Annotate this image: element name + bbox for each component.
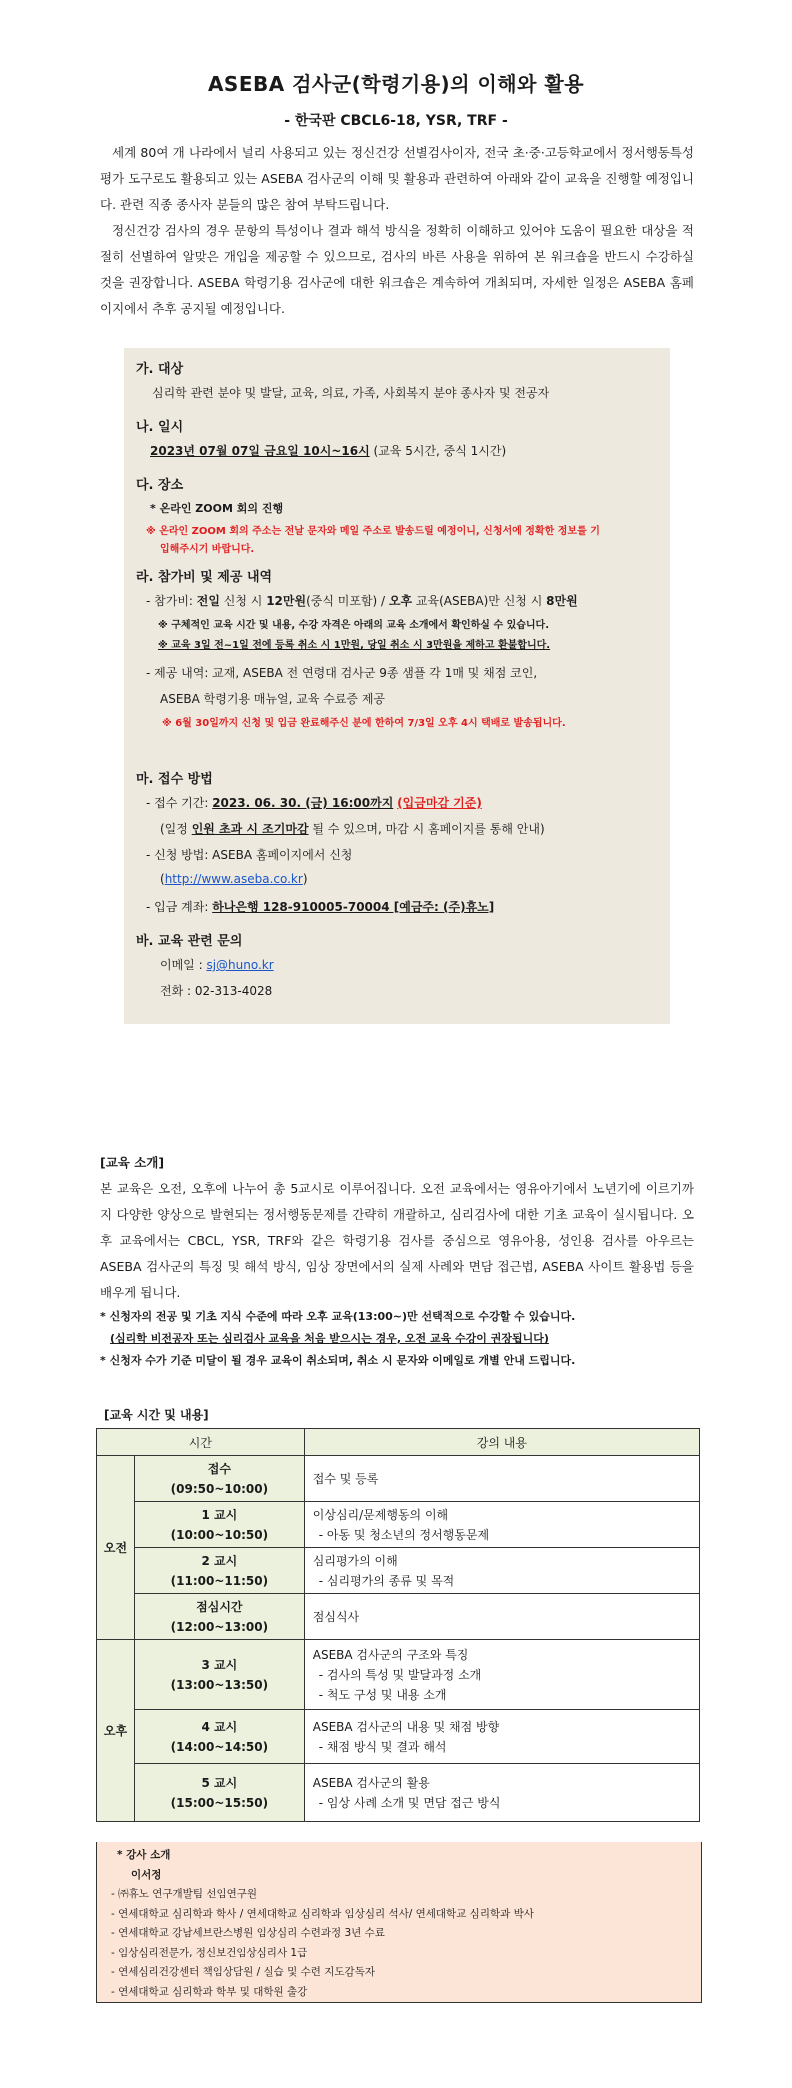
lecturer-heading: * 강사 소개 xyxy=(117,1849,171,1861)
session-cell xyxy=(134,1502,304,1548)
email-line xyxy=(160,956,274,973)
content-title: 이상심리/문제행동의 이해 xyxy=(312,1507,449,1522)
header-content: 강의 내용 xyxy=(304,1429,699,1456)
lecturer-item: - 임상심리전문가, 정신보건임상심리사 1급 xyxy=(111,1946,308,1959)
content-cell xyxy=(304,1640,699,1710)
early-close-line xyxy=(160,820,545,837)
provision-line-1: - 제공 내역: 교재, ASEBA 전 연령대 검사군 9종 샘플 각 1매 및 채점 코인, xyxy=(146,666,538,680)
lecturer-item: - 연세대학교 심리학과 학부 및 대학원 출강 xyxy=(111,1985,308,1998)
afternoon-label: 오후 xyxy=(97,1640,135,1822)
provision-line-2: ASEBA 학령기용 매뉴얼, 교육 수료증 제공 xyxy=(160,692,386,706)
account-line xyxy=(146,898,494,915)
aseba-homepage-link[interactable]: http://www.aseba.co.kr xyxy=(164,872,303,886)
session-time: (09:50~10:00) xyxy=(170,1481,269,1496)
session-cell xyxy=(134,1764,304,1822)
account-value: 하나은행 128-910005-70004 [예금주: (주)휴노] xyxy=(212,900,495,914)
fee-full-day: 전일 xyxy=(196,594,220,608)
table-row xyxy=(97,1594,700,1640)
session-cell xyxy=(134,1456,304,1502)
education-notes xyxy=(100,1306,720,1372)
target-heading: 가. 대상 xyxy=(136,362,184,377)
table-row xyxy=(97,1548,700,1594)
period-value: 2023. 06. 30. (금) 16:00까지 xyxy=(212,796,394,810)
url-line: (http://www.aseba.co.kr) xyxy=(160,872,308,886)
session-name: 1 교시 xyxy=(201,1507,238,1522)
note-2: (심리학 비전공자 또는 심리검사 교육을 처음 받으시는 경우, 오전 교육 수강이 권장됩니다) xyxy=(110,1332,549,1345)
session-name: 5 교시 xyxy=(201,1775,238,1790)
content-cell xyxy=(304,1456,699,1502)
fee-text-6: 교육(ASEBA)만 신청 시 xyxy=(412,594,547,608)
fee-text-2: 신청 시 xyxy=(219,594,267,608)
period-deadline-note: (입금마감 기준) xyxy=(397,796,482,810)
session-time: (12:00~13:00) xyxy=(170,1619,269,1634)
early-close-text-1: (일정 xyxy=(160,822,192,836)
early-close-text-3: 될 수 있으며, 마감 시 홈페이지를 통해 안내) xyxy=(308,822,545,836)
content-cell xyxy=(304,1548,699,1594)
table-row xyxy=(97,1710,700,1764)
date-line xyxy=(150,442,506,459)
fee-afternoon: 오후 xyxy=(388,594,413,608)
session-time: (10:00~10:50) xyxy=(170,1527,269,1542)
page-title: ASEBA 검사군(학령기용)의 이해와 활용 xyxy=(207,72,585,96)
inquiry-heading: 바. 교육 관련 문의 xyxy=(136,934,243,949)
session-name: 4 교시 xyxy=(201,1719,238,1734)
content-detail: - 척도 구성 및 내용 소개 xyxy=(318,1687,447,1702)
email-label: 이메일 : xyxy=(160,958,207,972)
content-cell xyxy=(304,1764,699,1822)
intro-text xyxy=(100,140,694,322)
lecturer-item: - ㈜휴노 연구개발팀 선임연구원 xyxy=(111,1888,258,1900)
session-cell xyxy=(134,1710,304,1764)
table-row xyxy=(97,1764,700,1822)
intro-paragraph-1: 세계 80여 개 나라에서 널리 사용되고 있는 정신건강 선별검사이자, 전국 초·중·고등학교에서 정서행동특성평가 도구로도 활용되고 있는 ASEBA 검사군의 이해 및 활용과 관련하여 아래와 같이 교육을 진행할 예정입니다. 관련 직종 종사자 분들의 많은 참여 부탁드립니다. xyxy=(100,145,694,212)
content-detail: - 아동 및 청소년의 정서행동문제 xyxy=(318,1527,490,1542)
place-text: * 온라인 ZOOM 회의 진행 xyxy=(150,502,284,515)
education-heading: [교육 소개] xyxy=(100,1155,165,1170)
content-title: 접수 및 등록 xyxy=(312,1471,379,1486)
account-prefix: - 입금 계좌: xyxy=(146,900,213,914)
content-title: 점심식사 xyxy=(312,1609,360,1624)
note-3: * 신청자 수가 기준 미달이 될 경우 교육이 취소되며, 취소 시 문자와 이메일로 개별 안내 드립니다. xyxy=(100,1354,576,1367)
early-close-bold: 인원 초과 시 조기마감 xyxy=(191,822,309,836)
session-time: (15:00~15:50) xyxy=(170,1795,269,1810)
content-detail: - 임상 사례 소개 및 면담 접근 방식 xyxy=(318,1795,501,1810)
fee-heading: 라. 참가비 및 제공 내역 xyxy=(136,570,273,585)
session-time: (13:00~13:50) xyxy=(170,1677,269,1692)
application-heading: 마. 접수 방법 xyxy=(136,772,213,787)
content-cell xyxy=(304,1710,699,1764)
content-detail: - 채점 방식 및 결과 해석 xyxy=(318,1739,447,1754)
session-cell xyxy=(134,1594,304,1640)
intro-paragraph-2: 정신건강 검사의 경우 문항의 특성이나 결과 해석 방식을 정확히 이해하고 있어야 도움이 필요한 대상을 적절히 선별하여 알맞은 개입을 제공할 수 있으므로, 검사의 바른 사용을 위하여 본 워크숍을 반드시 수강하실 것을 권장합니다. ASEBA 학령기용 검사군에 대한 워크숍은 계속하여 개최되며, 자세한 일정은 ASEBA 홈페이지에서 추후 공지될 예정입니다. xyxy=(100,223,694,316)
note-1: * 신청자의 전공 및 기초 지식 수준에 따라 오후 교육(13:00~)만 선택적으로 수강할 수 있습니다. xyxy=(100,1310,576,1323)
education-intro xyxy=(100,1150,694,1306)
email-link[interactable]: sj@huno.kr xyxy=(206,958,274,972)
fee-note-2: ※ 교육 3일 전~1일 전에 등록 취소 시 1만원, 당일 취소 시 3만원을 제하고 환불합니다. xyxy=(158,640,551,651)
place-note-2: 입해주시기 바랍니다. xyxy=(160,544,255,555)
target-text: 심리학 관련 분야 및 발달, 교육, 의료, 가족, 사회복지 분야 종사자 및 전공자 xyxy=(152,386,550,400)
session-cell xyxy=(134,1640,304,1710)
schedule-table xyxy=(96,1428,700,1822)
place-note-1: ※ 온라인 ZOOM 회의 주소는 전날 문자와 메일 주소로 발송드릴 예정이니, 신청서에 정확한 정보를 기 xyxy=(146,526,600,537)
morning-label: 오전 xyxy=(97,1456,135,1640)
content-cell xyxy=(304,1502,699,1548)
session-name: 점심시간 xyxy=(196,1599,243,1614)
session-cell xyxy=(134,1548,304,1594)
table-row xyxy=(97,1640,700,1710)
date-note: (교육 5시간, 중식 1시간) xyxy=(373,444,507,458)
content-title: ASEBA 검사군의 활용 xyxy=(312,1775,430,1790)
lecturer-item: - 연세대학교 강남세브란스병원 임상심리 수련과정 3년 수료 xyxy=(111,1927,385,1939)
header-time: 시간 xyxy=(97,1429,305,1456)
fee-full-price: 12만원 xyxy=(266,594,307,608)
lecturer-item: - 연세대학교 심리학과 학사 / 연세대학교 심리학과 임상심리 석사/ 연세대학교 심리학과 박사 xyxy=(111,1907,534,1920)
content-detail: - 심리평가의 종류 및 목적 xyxy=(318,1573,455,1588)
content-detail: - 검사의 특성 및 발달과정 소개 xyxy=(318,1667,482,1682)
lecturer-item: - 연세심리건강센터 책임상담원 / 실습 및 수련 지도감독자 xyxy=(111,1966,375,1978)
education-body: 본 교육은 오전, 오후에 나누어 총 5교시로 이루어집니다. 오전 교육에서는 영유아기에서 노년기에 이르기까지 다양한 양상으로 발현되는 정서행동문제를 간략히 개괄하고, 심리검사에 대한 기초 교육이 실시됩니다. 오후 교육에서는 CBCL, YSR, TRF와 같은 학령기용 검사를 중심으로 영유아용, 성인용 검사를 아우르는 ASEBA 검사군의 특징 및 해석 방식, 임상 장면에서의 실제 사례와 면담 접근법, ASEBA 사이트 활용법 등을 배우게 됩니다. xyxy=(100,1181,694,1300)
session-name: 3 교시 xyxy=(201,1657,238,1672)
session-time: (14:00~14:50) xyxy=(170,1739,269,1754)
page-subtitle: - 한국판 CBCL6-18, YSR, TRF - xyxy=(284,113,508,129)
session-name: 접수 xyxy=(207,1461,231,1476)
schedule-title: [교육 시간 및 내용] xyxy=(104,1408,209,1422)
content-title: 심리평가의 이해 xyxy=(312,1553,398,1568)
period-line xyxy=(146,794,482,811)
lecturer-box xyxy=(96,1842,702,2003)
period-prefix: - 접수 기간: xyxy=(146,796,213,810)
fee-prefix: - 참가비: xyxy=(146,594,197,608)
method-line: - 신청 방법: ASEBA 홈페이지에서 신청 xyxy=(146,848,353,862)
fee-afternoon-price: 8만원 xyxy=(546,594,578,608)
fee-note-1: ※ 구체적인 교육 시간 및 내용, 수강 자격은 아래의 교육 소개에서 확인하실 수 있습니다. xyxy=(158,620,550,631)
session-name: 2 교시 xyxy=(201,1553,238,1568)
table-header-row xyxy=(97,1429,700,1456)
content-cell xyxy=(304,1594,699,1640)
table-row xyxy=(97,1502,700,1548)
date-value: 2023년 07월 07일 금요일 10시~16시 xyxy=(150,444,370,458)
phone-line: 전화 : 02-313-4028 xyxy=(160,984,273,998)
content-title: ASEBA 검사군의 내용 및 채점 방향 xyxy=(312,1719,500,1734)
lecturer-name: 이서정 xyxy=(131,1868,162,1881)
fee-text-4: (중식 미포함) / xyxy=(306,594,389,608)
content-title: ASEBA 검사군의 구조와 특징 xyxy=(312,1647,469,1662)
date-heading: 나. 일시 xyxy=(136,420,184,435)
provision-note: ※ 6월 30일까지 신청 및 입금 완료해주신 분에 한하여 7/3일 오후 4시 택배로 발송됩니다. xyxy=(162,718,566,729)
table-row xyxy=(97,1456,700,1502)
session-time: (11:00~11:50) xyxy=(170,1573,269,1588)
info-box xyxy=(124,348,670,1024)
fee-line xyxy=(146,592,578,609)
place-heading: 다. 장소 xyxy=(136,478,184,493)
